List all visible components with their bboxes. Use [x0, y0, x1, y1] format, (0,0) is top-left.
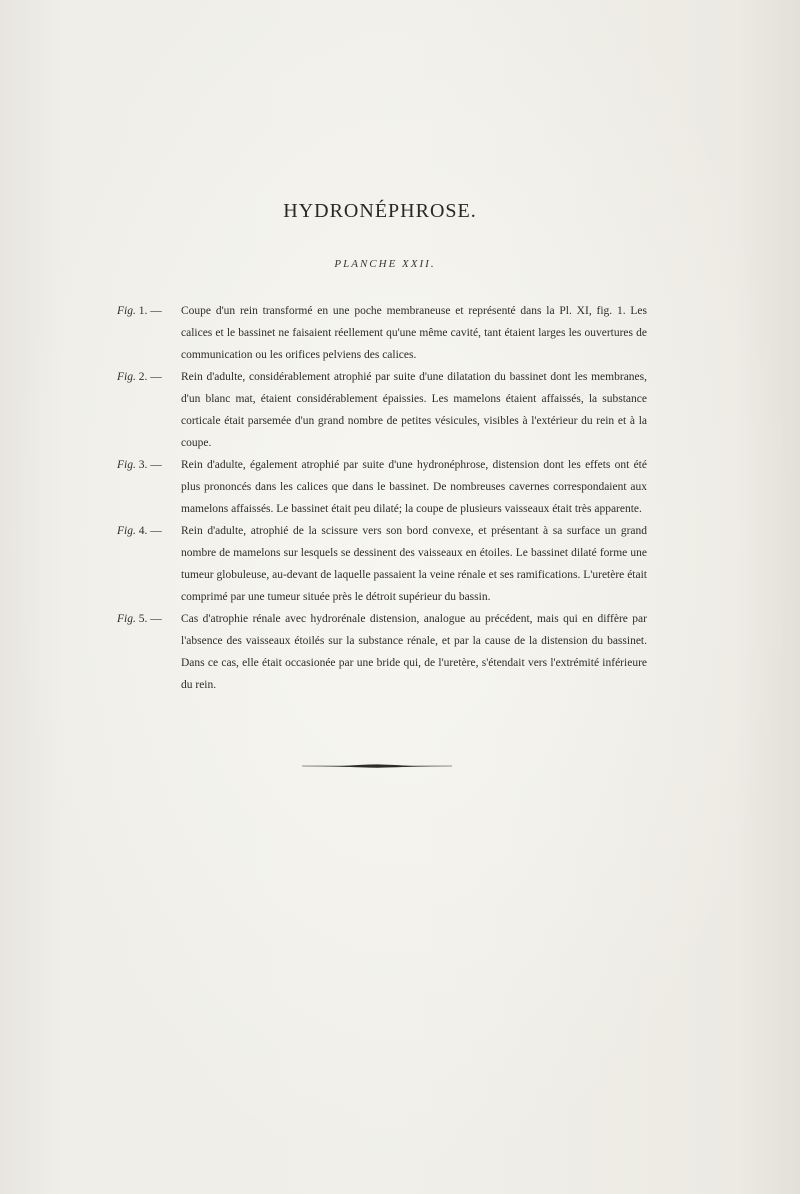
figure-text: Rein d'adulte, considérablement atrophié par suite d'une dilatation du bassinet dont les membranes, d'un blanc mat, étaient considérablement épaissies. Les mamelons étaient affaissés, la substance corticale était parsemée d'un grand nombre de petites vésicules, visibles à l'extérieur du rein et à la coupe. — [181, 371, 647, 449]
fig-dash: — — [150, 305, 162, 317]
fig-abbrev: Fig. — [117, 525, 136, 537]
figure-label — [117, 366, 162, 388]
fig-abbrev: Fig. — [117, 371, 136, 383]
figure-entry-2 — [117, 366, 647, 454]
fig-number: 4. — [138, 525, 148, 537]
ornamental-divider — [302, 763, 452, 769]
fig-dash: — — [150, 371, 162, 383]
figure-entry-3 — [117, 454, 647, 520]
figure-text: Rein d'adulte, également atrophié par suite d'une hydronéphrose, distension dont les effets ont été plus prononcés dans les calices que dans le bassinet. De nombreuses cavernes correspondaient aux mamelons affaissés. Le bassinet était peu dilaté; la coupe de plusieurs vaisseaux était très apparente. — [181, 459, 647, 515]
plate-subtitle: PLANCHE XXII. — [334, 258, 436, 270]
fig-dash: — — [150, 525, 162, 537]
figure-label — [117, 300, 162, 322]
figure-descriptions — [117, 300, 647, 696]
figure-label — [117, 454, 162, 476]
fig-number: 1. — [138, 305, 148, 317]
figure-entry-4 — [117, 520, 647, 608]
figure-text: Coupe d'un rein transformé en une poche membraneuse et représenté dans la Pl. XI, fig. 1. Les calices et le bassinet ne faisaient réellement qu'une même cavité, tant étaient larges les ouvertures de communication ou les orifices pelviens des calices. — [181, 305, 647, 361]
fig-abbrev: Fig. — [117, 459, 136, 471]
figure-entry-5 — [117, 608, 647, 696]
figure-text: Cas d'atrophie rénale avec hydrorénale distension, analogue au précédent, mais qui en diffère par l'absence des vaisseaux étoilés sur la substance rénale, et par la cause de la distension du bassinet. Dans ce cas, elle était occasionée par une bride qui, de l'uretère, s'étendait vers l'extrémité inférieure du rein. — [181, 613, 647, 691]
fig-abbrev: Fig. — [117, 305, 136, 317]
figure-label — [117, 608, 162, 630]
page-title: HYDRONÉPHROSE. — [283, 200, 477, 222]
figure-label — [117, 520, 162, 542]
fig-abbrev: Fig. — [117, 613, 136, 625]
fig-number: 2. — [138, 371, 148, 383]
fig-dash: — — [150, 613, 162, 625]
figure-entry-1 — [117, 300, 647, 366]
fig-number: 5. — [138, 613, 148, 625]
fig-dash: — — [150, 459, 162, 471]
fig-number: 3. — [138, 459, 148, 471]
figure-text: Rein d'adulte, atrophié de la scissure vers son bord convexe, et présentant à sa surface un grand nombre de mamelons sur lesquels se dessinent des vaisseaux en étoiles. Le bassinet dilaté forme une tumeur globuleuse, au-devant de laquelle passaient la veine rénale et ses ramifications. L'uretère était comprimé par une tumeur située près le détroit supérieur du bassin. — [181, 525, 647, 603]
